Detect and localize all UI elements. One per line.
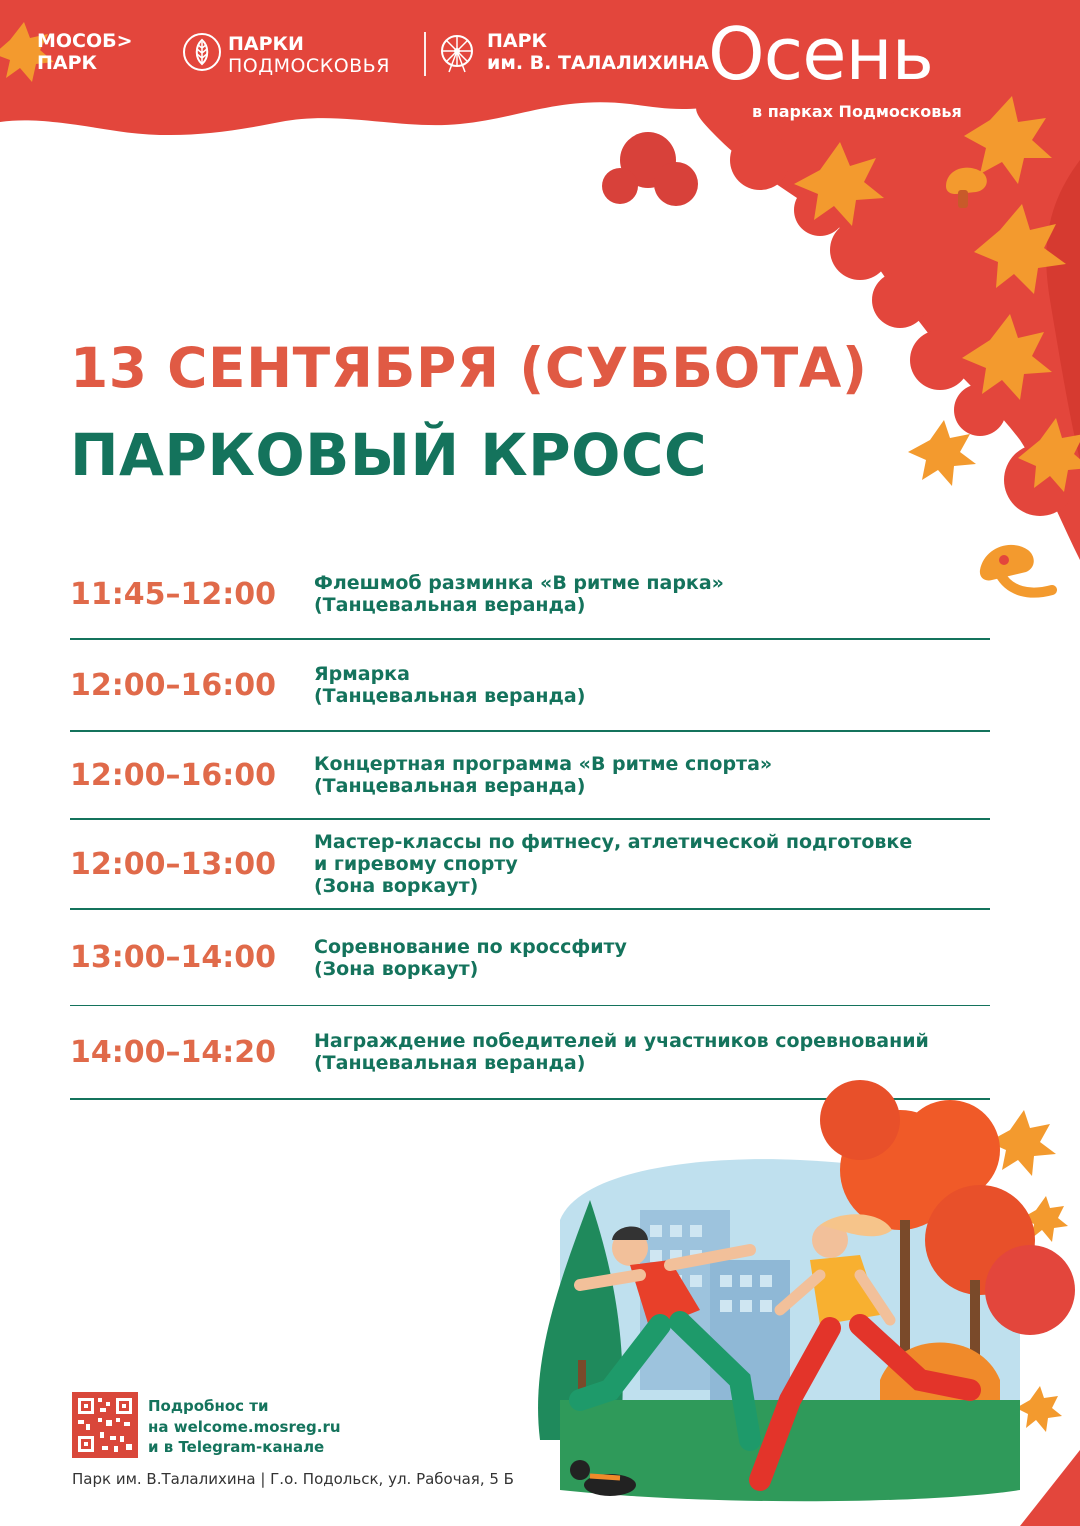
venue-address: Парк им. В.Талалихина | Г.о. Подольск, ул. Рабочая, 5 Б bbox=[72, 1470, 514, 1488]
osen-logo-word: Осень bbox=[708, 12, 934, 96]
schedule-description-line: (Танцевальная веранда) bbox=[314, 594, 586, 616]
schedule-description-line: Соревнование по кроссфиту bbox=[314, 935, 627, 958]
schedule-description bbox=[314, 831, 912, 897]
osen-logo-subtitle: в парках Подмосковья bbox=[752, 102, 962, 121]
schedule-description-line: (Зона воркаут) bbox=[314, 957, 479, 980]
parki-podmoskovya-logo bbox=[228, 33, 390, 77]
schedule-description bbox=[314, 572, 724, 616]
schedule-time: 13:00–14:00 bbox=[70, 940, 276, 975]
parki-logo-line1: ПАРКИ bbox=[228, 33, 304, 55]
more-info-line: Подробнос ти bbox=[148, 1397, 269, 1415]
schedule-description-line: и гиревому спорту bbox=[314, 853, 518, 875]
logo-divider bbox=[424, 32, 426, 76]
schedule-row bbox=[70, 732, 990, 820]
event-name-title: ПАРКОВЫЙ КРОСС bbox=[70, 421, 708, 489]
schedule-description-line: (Танцевальная веранда) bbox=[314, 1052, 586, 1074]
schedule-description-line: Мастер-классы по фитнесу, атлетической подготовке bbox=[314, 831, 913, 853]
schedule-row bbox=[70, 550, 990, 640]
schedule-description-line: (Танцевальная веранда) bbox=[314, 685, 586, 707]
mosobpark-logo bbox=[37, 30, 133, 74]
schedule-row bbox=[70, 640, 990, 732]
park-logo-line2: им. В. ТАЛАЛИХИНА bbox=[487, 52, 709, 74]
schedule-description bbox=[314, 936, 627, 980]
park-talalikhina-logo bbox=[487, 30, 709, 74]
more-info-line: и в Telegram-канале bbox=[148, 1438, 325, 1456]
schedule-description bbox=[314, 663, 585, 707]
leaf-icon bbox=[182, 32, 222, 72]
schedule-time: 12:00–16:00 bbox=[70, 667, 276, 703]
mosobpark-logo-line1: МОСОБ> bbox=[37, 30, 133, 52]
more-info-link[interactable]: на welcome.mosreg.ru bbox=[148, 1417, 341, 1436]
schedule-description-line: (Танцевальная веранда) bbox=[314, 775, 586, 797]
schedule-row bbox=[70, 910, 990, 1006]
schedule-time: 12:00–13:00 bbox=[70, 846, 276, 882]
schedule-description bbox=[314, 753, 772, 797]
qr-code[interactable] bbox=[72, 1392, 138, 1458]
schedule-time: 14:00–14:20 bbox=[70, 1034, 276, 1070]
parki-logo-line2: ПОДМОСКОВЬЯ bbox=[228, 55, 390, 77]
ferris-wheel-icon bbox=[434, 30, 480, 76]
schedule-time: 12:00–16:00 bbox=[70, 757, 276, 793]
schedule-description-line: Ярмарка bbox=[314, 663, 410, 685]
header-logos bbox=[0, 0, 1080, 120]
schedule-description-line: Концертная программа «В ритме спорта» bbox=[314, 753, 773, 775]
schedule-description-line: (Зона воркаут) bbox=[314, 875, 479, 897]
runners-illustration bbox=[500, 1060, 1080, 1526]
event-date-title: 13 СЕНТЯБРЯ (СУББОТА) bbox=[70, 336, 868, 400]
schedule-time: 11:45–12:00 bbox=[70, 576, 276, 612]
mosobpark-logo-line2: ПАРК bbox=[37, 52, 98, 74]
schedule-description-line: Награждение победителей и участников соревнований bbox=[314, 1030, 929, 1052]
schedule-description-line: Флешмоб разминка «В ритме парка» bbox=[314, 572, 724, 594]
park-logo-line1: ПАРК bbox=[487, 30, 548, 52]
schedule-row bbox=[70, 820, 990, 910]
more-info-text bbox=[148, 1396, 341, 1458]
